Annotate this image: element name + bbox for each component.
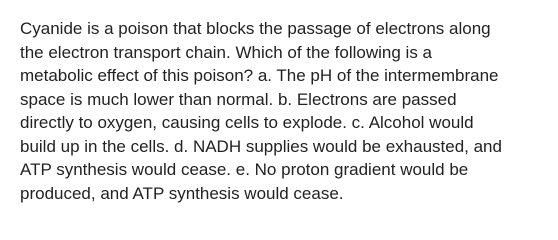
question-line: directly to oxygen, causing cells to explode. c. Alcohol would xyxy=(20,113,474,132)
question-line: Cyanide is a poison that blocks the passage of electrons along xyxy=(20,19,491,38)
question-line: ATP synthesis would cease. e. No proton gradient would be xyxy=(20,160,469,179)
question-line: produced, and ATP synthesis would cease. xyxy=(20,183,344,203)
question-line: space is much lower than normal. b. Electrons are passed xyxy=(20,89,457,109)
question-line: build up in the cells. d. NADH supplies would be exhausted, and xyxy=(20,136,502,156)
question-line: the electron transport chain. Which of the following is a xyxy=(20,42,432,62)
question-text xyxy=(20,17,550,205)
question-line: metabolic effect of this poison? a. The pH of the intermembrane xyxy=(20,66,499,85)
